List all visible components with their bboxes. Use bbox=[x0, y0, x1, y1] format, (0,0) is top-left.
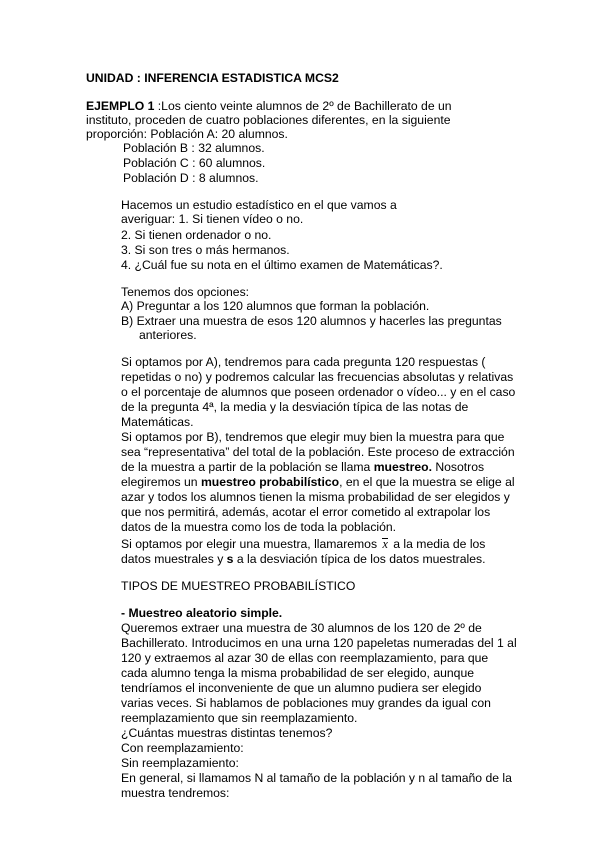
example-label: EJEMPLO 1 bbox=[86, 99, 155, 113]
para-b-line-7: datos de la muestra como los de toda la población. bbox=[121, 520, 397, 534]
mas-line-5: tendríamos el inconveniente de que un alumno pudiera ser elegido bbox=[121, 681, 482, 695]
para-b-line-6: que nos permitirá, además, acotar el error cometido al extrapolar los bbox=[121, 505, 491, 519]
option-b-line-1: B) Extraer una muestra de esos 120 alumnos y hacerles las preguntas bbox=[121, 314, 502, 328]
term-muestreo-probabilistico: muestreo probabilístico bbox=[200, 475, 340, 489]
para-b-line-2: sea “representativa” del total de la población. Este proceso de extracción bbox=[121, 445, 515, 459]
para-b-line-3: de la muestra a partir de la población se llama muestreo. Nosotros bbox=[121, 460, 485, 474]
example-line-3: proporción: Población A: 20 alumnos. bbox=[86, 127, 288, 141]
para-b-line-1: Si optamos por B), tendremos que elegir muy bien la muestra para que bbox=[121, 430, 505, 444]
population-c: Población C : 60 alumnos. bbox=[123, 156, 266, 170]
mas-line-10: Sin reemplazamiento: bbox=[121, 756, 239, 770]
x-bar-symbol: x bbox=[382, 537, 388, 551]
mas-line-8: ¿Cuántas muestras distintas tenemos? bbox=[121, 726, 333, 740]
study-line-2: averiguar: 1. Si tienen vídeo o no. bbox=[121, 212, 304, 226]
types-heading: TIPOS DE MUESTREO PROBABILÍSTICO bbox=[121, 579, 356, 593]
mas-line-2: Bachillerato. Introducimos en una urna 120 papeletas numeradas del 1 al bbox=[121, 636, 517, 650]
mas-line-7: reemplazamiento que sin reemplazamiento. bbox=[121, 711, 358, 725]
study-line-1: Hacemos un estudio estadístico en el que vamos a bbox=[121, 198, 397, 212]
mas-heading: - Muestreo aleatorio simple. bbox=[121, 606, 283, 620]
question-2: 2. Si tienen ordenador o no. bbox=[121, 228, 272, 242]
mas-line-12: muestra tendremos: bbox=[121, 786, 230, 800]
mas-line-11: En general, si llamamos N al tamaño de la población y n al tamaño de la bbox=[121, 771, 512, 785]
option-a: A) Preguntar a los 120 alumnos que forman la población. bbox=[121, 299, 430, 313]
mas-line-6: varias veces. Si hablamos de poblaciones muy grandes da igual con bbox=[121, 696, 491, 710]
example-line-1: EJEMPLO 1 :Los ciento veinte alumnos de 2º de Bachillerato de un bbox=[86, 99, 452, 113]
para-a-line-2: repetidas o no) y podremos calcular las frecuencias absolutas y relativas bbox=[121, 370, 514, 384]
mas-line-3: 120 y extraemos al azar 30 de ellas con reemplazamiento, para que bbox=[121, 651, 489, 665]
page-title: UNIDAD : INFERENCIA ESTADISTICA MCS2 bbox=[86, 71, 339, 85]
question-3: 3. Si son tres o más hermanos. bbox=[121, 243, 290, 257]
option-b-line-2: anteriores. bbox=[139, 328, 197, 342]
para-c-line-2: datos muestrales y s a la desviación típica de los datos muestrales. bbox=[121, 552, 486, 566]
para-b-line-5: azar y todos los alumnos tienen la misma probabilidad de ser elegidos y bbox=[121, 490, 510, 504]
para-a-line-5: Matemáticas. bbox=[121, 415, 194, 429]
term-muestreo: muestreo. bbox=[373, 460, 432, 474]
para-a-line-1: Si optamos por A), tendremos para cada pregunta 120 respuestas ( bbox=[121, 355, 486, 369]
question-4: 4. ¿Cuál fue su nota en el último examen de Matemáticas?. bbox=[121, 258, 443, 272]
options-intro: Tenemos dos opciones: bbox=[121, 285, 250, 299]
para-a-line-3: o el porcentaje de alumnos que poseen ordenador o vídeo... y en el caso bbox=[121, 385, 516, 399]
population-b: Población B : 32 alumnos. bbox=[123, 141, 265, 155]
mas-line-9: Con reemplazamiento: bbox=[121, 741, 244, 755]
population-d: Población D : 8 alumnos. bbox=[123, 171, 259, 185]
example-line-2: instituto, proceden de cuatro poblaciones diferentes, en la siguiente bbox=[86, 113, 451, 127]
mas-line-1: Queremos extraer una muestra de 30 alumnos de los 120 de 2º de bbox=[121, 621, 482, 635]
para-b-line-4: elegiremos un muestreo probabilístico, en el que la muestra se elige al bbox=[121, 475, 515, 489]
para-a-line-4: de la pregunta 4ª, la media y la desviación típica de las notas de bbox=[121, 400, 469, 414]
mas-line-4: cada alumno tenga la misma probabilidad de ser elegido, aunque bbox=[121, 666, 474, 680]
para-c-line-1: Si optamos por elegir una muestra, llamaremos x a la media de los bbox=[121, 537, 486, 551]
s-symbol: s bbox=[226, 552, 234, 566]
